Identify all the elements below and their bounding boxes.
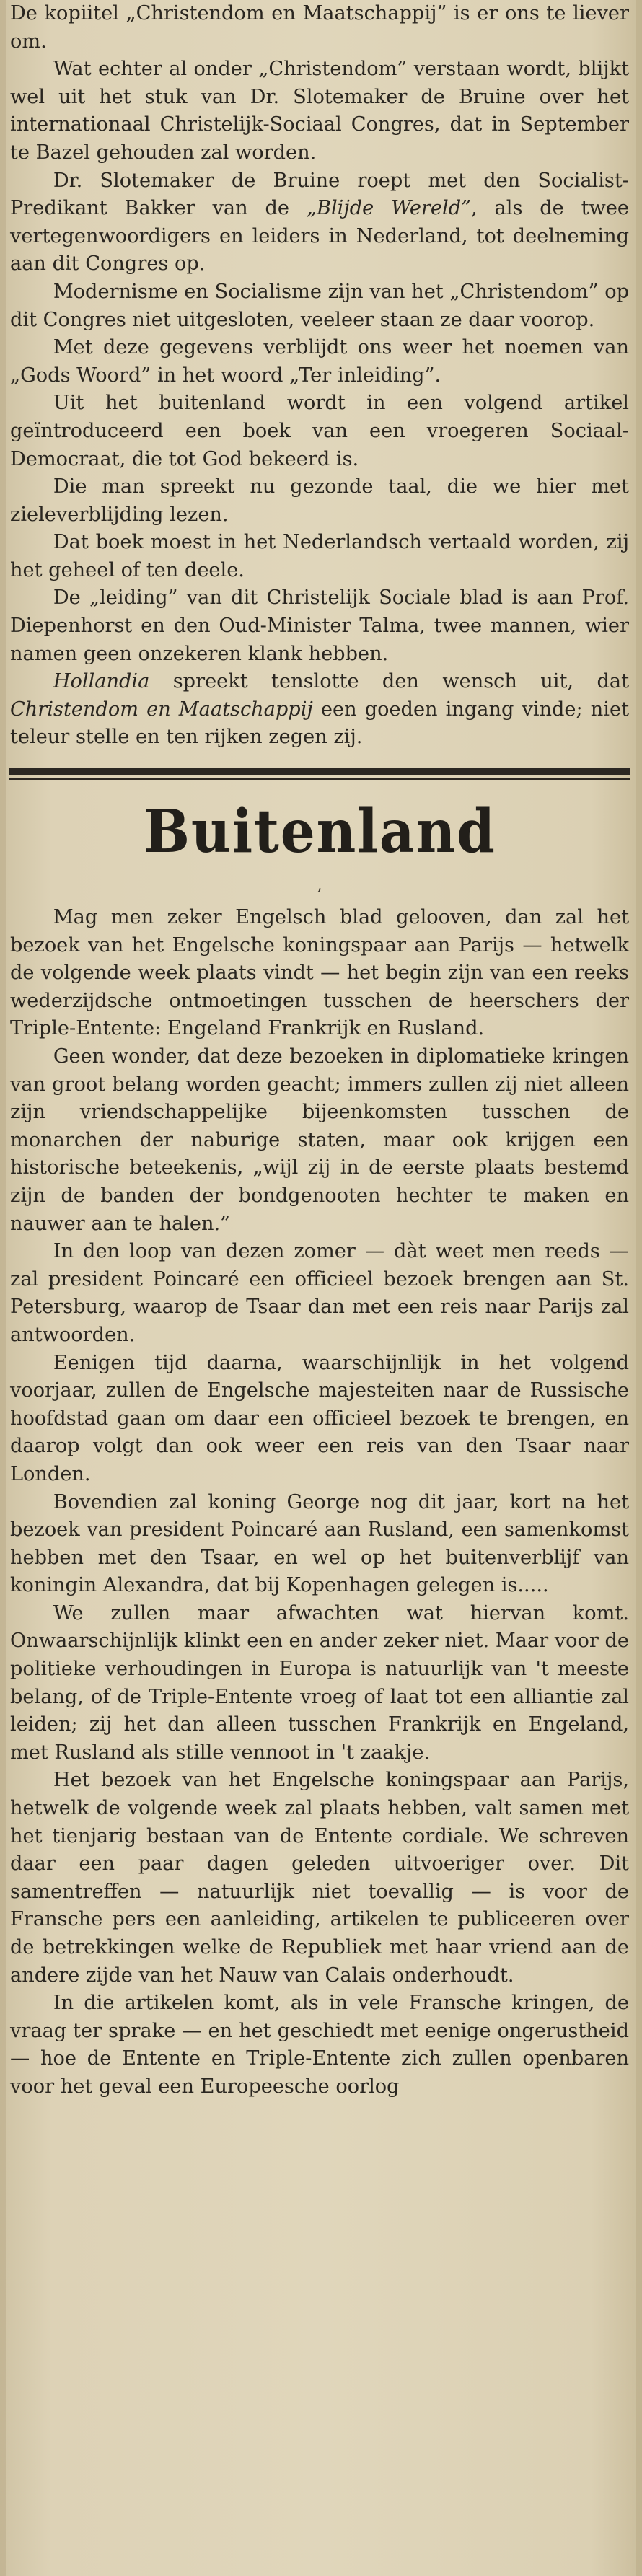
paragraph-text: Mag men zeker Engelsch blad gelooven, dan zal het bezoek van het Engelsche koningspaar aan Parijs — hetwelk de volgende week plaats vindt — het begin zijn van een reeks wederzijdsche ontmoetingen tusschen de heerschers der Triple-Entente: Engeland Frankrijk en Rusland. xyxy=(10,906,629,1040)
section-divider xyxy=(10,768,629,780)
paragraph-text: Met deze gegevens verblijdt ons weer het noemen van „Gods Woord” in het woord „Ter inleiding”. xyxy=(10,336,629,387)
paragraph-text: De kopiitel „Christendom en Maatschappij” is er ons te liever om. xyxy=(10,2,629,53)
paragraph-text: Dat boek moest in het Nederlandsch vertaald worden, zij het geheel of ten deele. xyxy=(10,531,629,581)
paper-edge-right xyxy=(636,0,642,2576)
paragraph-text: Die man spreekt nu gezonde taal, die we hier met zieleverblijding lezen. xyxy=(10,475,629,526)
article-paragraph xyxy=(10,278,629,334)
paragraph-text: Modernisme en Socialisme zijn van het „Christendom” op dit Congres niet uitgesloten, veeleer staan ze daar voorop. xyxy=(10,280,629,331)
article-paragraph xyxy=(10,334,629,390)
divider-thick-rule xyxy=(9,768,630,775)
paragraph-text: een goeden ingang vinde; niet teleur stelle en ten rijken zegen zij. xyxy=(10,698,629,749)
article-paragraph xyxy=(10,1043,629,1238)
italic-title-text: „Blijde Wereld” xyxy=(306,197,472,220)
paragraph-text: We zullen maar afwachten wat hiervan komt. Onwaarschijnlijk klinkt een en ander zeker niet. Maar voor de politieke verhoudingen in Europa is natuurlijk van 't meeste belang, of de Triple-Entente vroeg of laat tot een alliantie zal leiden; zij het dan alleen tusschen Frankrijk en Engeland, met Rusland als stille vennoot in 't zaakje. xyxy=(10,1601,629,1764)
article-paragraph xyxy=(10,473,629,529)
article-paragraph xyxy=(10,668,629,752)
article-paragraph xyxy=(10,167,629,278)
article-paragraph xyxy=(10,1990,629,2101)
article-buitenland xyxy=(10,904,629,2101)
article-paragraph xyxy=(10,1489,629,1600)
paragraph-text: Geen wonder, dat deze bezoeken in diplomatieke kringen van groot belang worden geacht; immers zullen zij niet alleen zijn vriendschappelijke bijeenkomsten tusschen de monarchen der naburige staten, maar ook krijgen een historische beteekenis, „wijl zij in de eerste plaats bestemd zijn de banden der bondgenooten hechter te maken en nauwer aan te halen.” xyxy=(10,1045,629,1235)
article-paragraph xyxy=(10,390,629,473)
italic-title-text: Christendom en Maatschappij xyxy=(10,698,313,721)
paragraph-text: Uit het buitenland wordt in een volgend artikel geïntroduceerd een boek van een vroegeren Sociaal-Democraat, die tot God bekeerd is. xyxy=(10,392,629,470)
article-christendom-en-maatschappij xyxy=(10,0,629,752)
section-heading xyxy=(10,796,629,875)
paragraph-text: In die artikelen komt, als in vele Fransche kringen, de vraag ter sprake — en het geschiedt met eenige ongerustheid — hoe de Entente en Triple-Entente zich zullen openbaren voor het geval een Europeesche oorlog xyxy=(10,1992,629,2098)
article-paragraph xyxy=(10,529,629,584)
article-paragraph xyxy=(10,1238,629,1349)
paragraph-text: spreekt tenslotte den wensch uit, dat xyxy=(149,670,629,693)
article-paragraph xyxy=(10,1600,629,1767)
article-paragraph xyxy=(10,584,629,668)
italic-title-text: Hollandia xyxy=(53,670,150,693)
paragraph-text: Wat echter al onder „Christendom” verstaan wordt, blijkt wel uit het stuk van Dr. Slotemaker de Bruine over het internationaal Christelijk-Sociaal Congres, dat in September te Bazel gehouden zal worden. xyxy=(10,58,629,164)
paragraph-text: Bovendien zal koning George nog dit jaar, kort na het bezoek van president Poincaré aan Rusland, een samenkomst hebben met den Tsaar, en wel op het buitenverblijf van koningin Alexandra, dat bij Kopenhagen gelegen is..... xyxy=(10,1490,629,1597)
paragraph-text: Dr. Slotemaker de Bruine roept met den Socialist-Predikant Bakker van de xyxy=(10,169,629,220)
paper-edge-left xyxy=(0,0,6,2576)
article-paragraph xyxy=(10,0,629,56)
paragraph-text: Eenigen tijd daarna, waarschijnlijk in het volgend voorjaar, zullen de Engelsche majesteiten naar de Russische hoofdstad gaan om daar een officieel bezoek te brengen, en daarop volgt dan ook weer een reis van den Tsaar naar Londen. xyxy=(10,1351,629,1485)
paragraph-text: De „leiding” van dit Christelijk Sociale blad is aan Prof. Diepenhorst en den Oud-Minister Talma, twee mannen, wier namen geen onzekeren klank hebben. xyxy=(10,586,629,665)
section-ornament-mark: ‚ xyxy=(317,876,322,895)
paragraph-text: In den loop van dezen zomer — dàt weet men reeds — zal president Poincaré een officieel bezoek brengen aan St. Petersburg, waarop de Tsaar dan met een reis naar Parijs zal antwoorden. xyxy=(10,1240,629,1346)
article-paragraph xyxy=(10,1350,629,1489)
article-paragraph xyxy=(10,1767,629,1990)
section-heading-title: Buitenland xyxy=(143,797,496,867)
divider-thin-rule xyxy=(9,778,630,780)
paragraph-text: Het bezoek van het Engelsche koningspaar aan Parijs, hetwelk de volgende week zal plaats hebben, valt samen met het tienjarig bestaan van de Entente cordiale. We schreven daar een paar dagen geleden uitvoeriger over. Dit samentreffen — natuurlijk niet toevallig — is voor de Fransche pers een aanleiding, artikelen te publiceeren over de betrekkingen welke de Republiek met haar vriend aan de andere zijde van het Nauw van Calais onderhoudt. xyxy=(10,1769,629,1987)
article-paragraph xyxy=(10,904,629,1043)
article-paragraph xyxy=(10,56,629,167)
paragraph-text: , als de twee vertegenwoordigers en leiders in Nederland, tot deelneming aan dit Congres op. xyxy=(10,197,630,276)
